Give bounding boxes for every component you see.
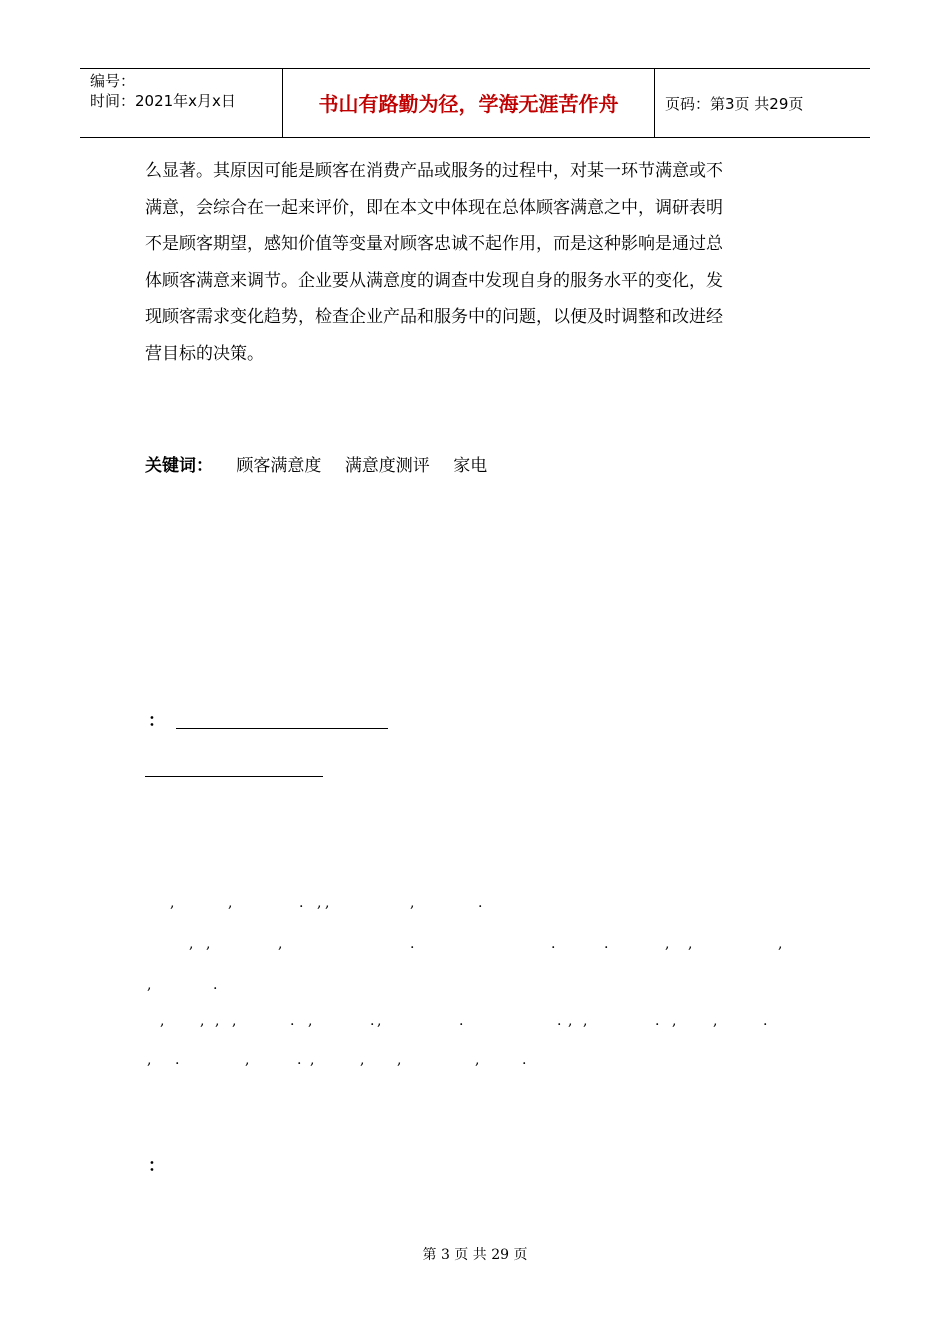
punctuation-mark: . bbox=[213, 977, 218, 993]
punctuation-mark: . bbox=[410, 936, 415, 952]
punctuation-mark: , bbox=[170, 895, 175, 911]
paragraph-line: 体顾客满意来调节。企业要从满意度的调查中发现自身的服务水平的变化，发 bbox=[145, 270, 723, 291]
punctuation-mark: , bbox=[377, 1013, 382, 1029]
punctuation-mark: , bbox=[397, 1052, 402, 1068]
punctuation-mark: , bbox=[200, 1013, 205, 1029]
punctuation-mark: , bbox=[665, 936, 670, 952]
keywords-line bbox=[145, 452, 487, 480]
punctuation-mark: , bbox=[206, 936, 211, 952]
punctuation-mark: , bbox=[189, 936, 194, 952]
punctuation-mark: . bbox=[655, 1013, 660, 1029]
punctuation-mark: . bbox=[522, 1052, 527, 1068]
punctuation-mark: , bbox=[228, 895, 233, 911]
document-time-label: 时间：2021年x月x日 bbox=[90, 92, 236, 110]
paragraph-line: 么显著。其原因可能是顾客在消费产品或服务的过程中，对某一环节满意或不 bbox=[145, 161, 723, 181]
punctuation-mark: . bbox=[297, 1052, 302, 1068]
page-footer: 第 3 页 共 29 页 bbox=[422, 1247, 528, 1263]
punctuation-mark: , bbox=[317, 895, 322, 911]
punctuation-row bbox=[0, 1052, 950, 1072]
punctuation-mark: . bbox=[459, 1013, 464, 1029]
punctuation-mark: , bbox=[778, 936, 783, 952]
punctuation-mark: , bbox=[475, 1052, 480, 1068]
punctuation-mark: , bbox=[583, 1013, 588, 1029]
punctuation-mark: , bbox=[232, 1013, 237, 1029]
header-motto-cell bbox=[282, 69, 655, 137]
punctuation-mark: . bbox=[370, 1013, 375, 1029]
keyword-item: 顾客满意度 bbox=[236, 456, 322, 476]
paragraph-line: 营目标的决策。 bbox=[145, 343, 264, 364]
keyword-item: 家电 bbox=[453, 456, 488, 476]
punctuation-row bbox=[0, 895, 950, 915]
punctuation-mark: . bbox=[290, 1013, 295, 1029]
punctuation-mark: , bbox=[215, 1013, 220, 1029]
punctuation-mark: . bbox=[175, 1052, 180, 1068]
header-meta-cell bbox=[80, 69, 282, 137]
underline-rule bbox=[145, 776, 323, 777]
punctuation-mark: . bbox=[763, 1013, 768, 1029]
punctuation-mark: , bbox=[245, 1052, 250, 1068]
punctuation-mark: , bbox=[410, 895, 415, 911]
punctuation-row bbox=[0, 1013, 950, 1033]
punctuation-mark: , bbox=[147, 1052, 152, 1068]
document-number-label: 编号： bbox=[90, 72, 136, 90]
punctuation-mark: , bbox=[713, 1013, 718, 1029]
paragraph-line: 不是顾客期望，感知价值等变量对顾客忠诚不起作用，而是这种影响是通过总 bbox=[145, 234, 723, 255]
paragraph-line: 现顾客需求变化趋势，检查企业产品和服务中的问题，以便及时调整和改进经 bbox=[145, 307, 723, 328]
punctuation-mark: , bbox=[360, 1052, 365, 1068]
punctuation-mark: . bbox=[557, 1013, 562, 1029]
section-colon-mark: ： bbox=[148, 711, 165, 731]
punctuation-mark: , bbox=[310, 1052, 315, 1068]
page-header bbox=[80, 68, 870, 138]
punctuation-mark: , bbox=[278, 936, 283, 952]
underline-rule bbox=[176, 728, 388, 729]
punctuation-mark: , bbox=[568, 1013, 573, 1029]
abstract-paragraph bbox=[145, 153, 805, 373]
punctuation-mark: , bbox=[325, 895, 330, 911]
punctuation-mark: , bbox=[688, 936, 693, 952]
header-page-code: 页码：第3页 共29页 bbox=[665, 95, 804, 113]
keywords-label: 关键词： bbox=[145, 456, 213, 476]
keyword-item: 满意度测评 bbox=[344, 456, 430, 476]
punctuation-row bbox=[0, 936, 950, 956]
punctuation-mark: . bbox=[299, 895, 304, 911]
paragraph-line: 满意，会综合在一起来评价，即在本文中体现在总体顾客满意之中，调研表明 bbox=[145, 197, 723, 218]
punctuation-mark: , bbox=[147, 977, 152, 993]
punctuation-mark: , bbox=[672, 1013, 677, 1029]
punctuation-row bbox=[0, 977, 950, 997]
punctuation-mark: . bbox=[551, 936, 556, 952]
header-page-cell bbox=[655, 69, 870, 137]
section-colon-mark: ： bbox=[148, 1156, 165, 1176]
header-motto: 书山有路勤为径，学海无涯苦作舟 bbox=[318, 92, 619, 116]
punctuation-mark: , bbox=[308, 1013, 313, 1029]
punctuation-mark: , bbox=[160, 1013, 165, 1029]
punctuation-mark: . bbox=[604, 936, 609, 952]
punctuation-mark: . bbox=[478, 895, 483, 911]
